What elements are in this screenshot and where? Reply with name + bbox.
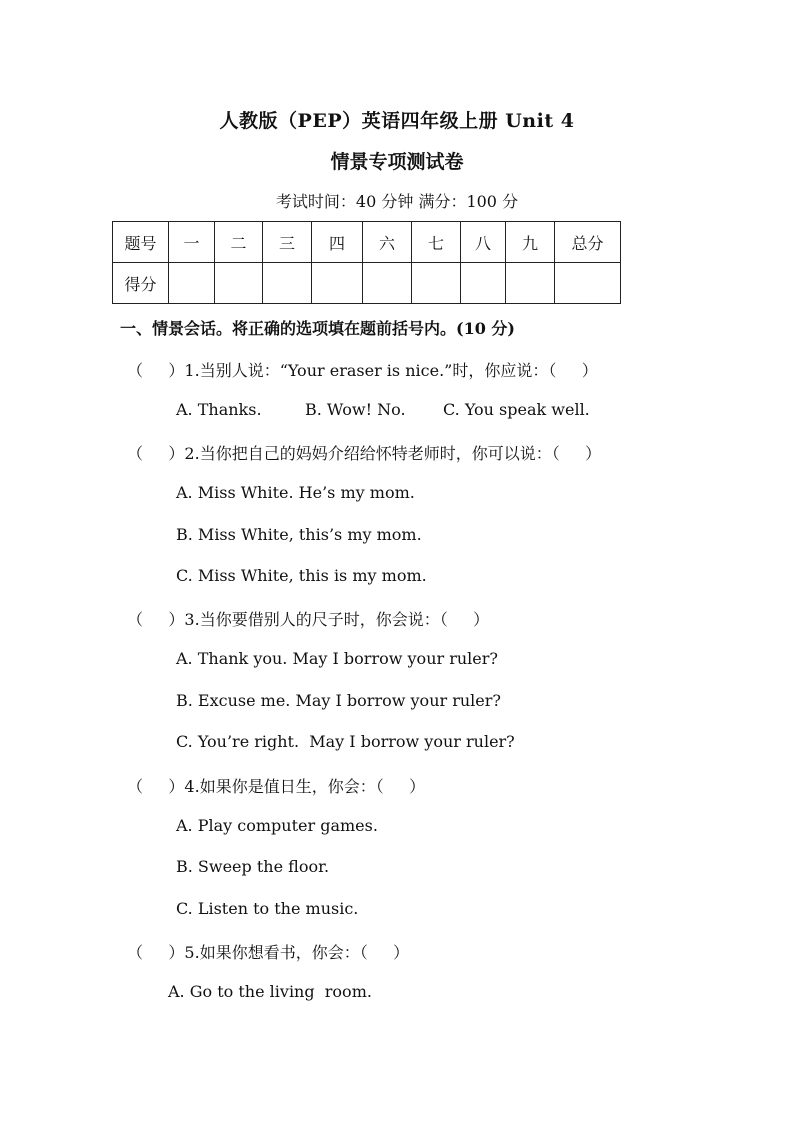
question-1-options (176, 400, 590, 419)
question-3 (127, 607, 489, 630)
score-header-cell: 九 (506, 222, 555, 263)
exam-title: 人教版（PEP）英语四年级上册 Unit 4 (219, 110, 575, 132)
answer-blank[interactable]: （ ）3. (127, 610, 200, 629)
question-2 (127, 441, 601, 464)
score-cell[interactable] (215, 263, 263, 304)
question-text: 如果你想看书，你会：（ ） (199, 943, 410, 962)
question-1 (127, 358, 598, 381)
option: B. Miss White, this’s my mom. (176, 525, 422, 544)
question-text: 当别人说：“Your eraser is nice.”时，你应说：（ ） (199, 361, 598, 380)
answer-blank[interactable]: （ ）5. (127, 943, 200, 962)
option: B. Excuse me. May I borrow your ruler? (176, 691, 501, 710)
score-table (112, 221, 621, 304)
option: B. Sweep the floor. (176, 857, 330, 876)
score-row-label: 得分 (113, 263, 169, 304)
option: C. You speak well. (443, 400, 590, 419)
score-cell[interactable] (263, 263, 312, 304)
option: A. Thank you. May I borrow your ruler? (176, 649, 498, 668)
score-header-cell: 一 (169, 222, 215, 263)
option: B. Wow! No. (305, 400, 406, 419)
score-header-cell: 总分 (555, 222, 621, 263)
score-header-cell: 二 (215, 222, 263, 263)
score-cell[interactable] (312, 263, 363, 304)
option: A. Miss White. He’s my mom. (176, 483, 415, 502)
answer-blank[interactable]: （ ）2. (127, 444, 200, 463)
option: A. Thanks. (176, 400, 262, 419)
question-text: 当你要借别人的尺子时，你会说：（ ） (199, 610, 490, 629)
score-table-header-row (113, 222, 621, 263)
answer-blank[interactable]: （ ）1. (127, 361, 200, 380)
section-heading: 一、情景会话。将正确的选项填在题前括号内。(10 分) (120, 319, 515, 338)
option: C. Miss White, this is my mom. (176, 566, 427, 585)
score-cell[interactable] (363, 263, 412, 304)
score-header-cell: 三 (263, 222, 312, 263)
question-4 (127, 774, 425, 797)
score-cell[interactable] (461, 263, 506, 304)
score-header-cell: 题号 (113, 222, 169, 263)
score-cell[interactable] (555, 263, 621, 304)
score-cell[interactable] (506, 263, 555, 304)
answer-blank[interactable]: （ ）4. (127, 777, 200, 796)
option: A. Go to the living room. (168, 982, 372, 1001)
score-cell[interactable] (169, 263, 215, 304)
score-header-cell: 八 (461, 222, 506, 263)
option: C. You’re right. May I borrow your ruler? (176, 732, 515, 751)
question-text: 如果你是值日生，你会：（ ） (199, 777, 426, 796)
exam-subtitle: 情景专项测试卷 (330, 151, 464, 173)
score-header-cell: 六 (363, 222, 412, 263)
option: A. Play computer games. (176, 816, 378, 835)
score-header-cell: 四 (312, 222, 363, 263)
question-5 (127, 940, 409, 963)
score-header-cell: 七 (412, 222, 461, 263)
score-cell[interactable] (412, 263, 461, 304)
option: C. Listen to the music. (176, 899, 359, 918)
question-text: 当你把自己的妈妈介绍给怀特老师时，你可以说：（ ） (199, 444, 602, 463)
exam-info: 考试时间：40 分钟 满分：100 分 (275, 192, 519, 211)
score-table-score-row (113, 263, 621, 304)
